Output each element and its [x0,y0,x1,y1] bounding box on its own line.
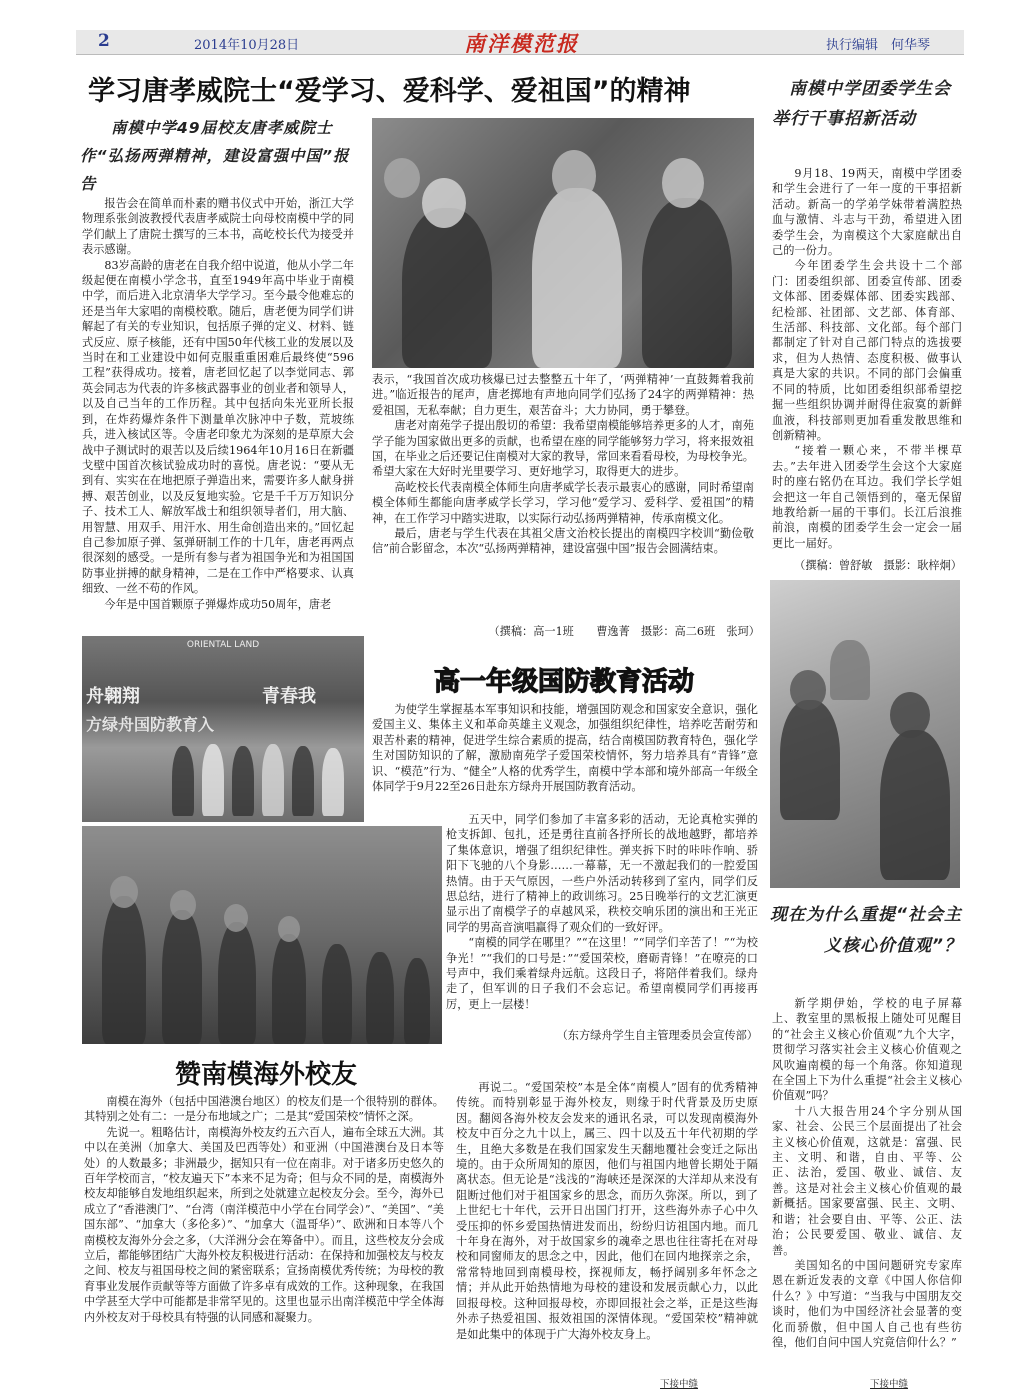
article5-body [772,996,962,1350]
banner-text-1: 舟翱翔 [86,686,140,707]
article4-headline: 赞南模海外校友 [174,1060,357,1090]
article1-headline: 学习唐孝威院士“爱学习、爱科学、爱祖国”的精神 [88,76,691,107]
article5-headline: 现在为什么重提“社会主义核心价值观”？ [770,905,962,956]
article2-body [772,166,962,551]
article3-p1: 为使学生掌握基本军事知识和技能，增强国防观念和国家安全意识，强化爱国主义、集体主义和革命英雄主义观念，加强组织纪律性，培养吃苦耐劳和艰苦朴素的精神，促进学生综合素质的提高，结合南模国防教育特色，强化学生对国防知识的了解，激励南苑学子爱国荣校情怀，努力培养具有“青锋”意识、“模范”行为、“健全”人格的优秀学生，南模中学本部和境外部高一年级全体同学于9月22至26日赴东方绿舟开展国防教育活动。 [372,703,758,794]
article4-col1-p1: 南模在海外（包括中国港澳台地区）的校友们是一个很特别的群体。其特别之处有二：一是分布地域之广；二是其“爱国荣校”情怀之深。 [84,1095,444,1124]
article3-p2: 五天中，同学们参加了丰富多彩的活动，无论真枪实弹的枪支拆卸、包扎，还是勇往直前各抒所长的战地越野，都培养了集体意识，增强了组织纪律性。弹夹拆下时的咔咔作响、骄阳下飞驰的八个身影……一幕幕，无一不激起我们的一腔爱国热情。由于天气原因，一些户外活动转移到了室内，同学们反思总结，进行了精神上的政训练习。25日晚举行的文艺汇演更显示出了南模学子的卓越风采，秩校交响乐团的演出和王光正同学的男高音演唱赢得了观众们的一致好评。 [446,813,758,934]
article3-headline: 高一年级国防教育活动 [433,667,694,697]
article1-col2-p2: 唐老对南苑学子提出殷切的希望：我希望南模能够培养更多的人才，南苑学子能为国家做出更多的贡献，也希望在座的同学能够努力学习，将来报效祖国，在毕业之后还要记住南模对大家的教导，常回来看看母校，为母校争光。希望大家在大好时光里要学习、更好地学习，取得更大的进步。 [372,419,754,479]
article3-photo-ceremony [82,636,364,822]
article2-p3: “接着一颗心来，不带半棵草去。”去年进入团委学生会这个大家庭时的座右铭仍在耳边。我们学长学姐会把这一年自己领悟到的，毫无保留地教给新一届的干事们。长江后浪推前浪，南模的团委学生会一定会一届更比一届好。 [772,444,962,550]
masthead-logo: 南洋模范报 [464,31,579,56]
article2-photo-interview [770,580,960,888]
article3-body-rest [446,812,758,1012]
banner-text-2: 青春我 [262,686,316,707]
banner-text-oriental-land: ORIENTAL LAND [186,640,260,650]
page-header [76,30,964,55]
article2-p1: 9月18、19两天，南模中学团委和学生会进行了一年一度的干事招新活动。新高一的学弟学妹带着满腔热血与激情、斗志与干劲，希望进入团委学生会，为南模这个大家庭献出自己的一份力。 [772,167,962,258]
article3-body-top [372,702,758,794]
article1-col2 [372,372,754,557]
article4-col2 [456,1080,758,1342]
article2-headline: 南模中学团委学生会举行干事招新活动 [772,79,951,129]
article2-p2: 今年团委学生会共设十二个部门：团委组织部、团委宣传部、团委文体部、团委媒体部、团委实践部、纪检部、社团部、文艺部、体育部、生活部、科技部、文化部。每个部门都制定了针对自己部门特点的选拔要求，但为人热情、态度积极、做事认真是大家的共识。不同的部门会偏重不同的特质，比如团委组织部希望挖掘一些组织协调并耐得住寂寞的新鲜血液，科技部则更加看重发散思维和创新精神。 [772,259,962,442]
article5-p1: 新学期伊始，学校的电子屏幕上、教室里的黑板报上随处可见醒目的“社会主义核心价值观”九个大字，贯彻学习落实社会主义核心价值观之风吹遍南模的每一个角落。你知道现在全国上下为什么重提“社会主义核心价值观”吗？ [772,997,962,1103]
executive-editor: 执行编辑 何华琴 [825,38,930,53]
article4-col1-p2: 先说一。粗略估计，南模海外校友约五六百人，遍布全球五大洲。其中以在美洲（加拿大、美国及巴西等处）和亚洲（中国港澳台及日本等处）的人数最多；非洲最少，据知只有一位在南非。对于诸多历史悠久的百年学校而言，“校友遍天下”本来不足为奇；但与众不同的是，南模海外校友却能够自发地组织起来，所到之处就建立起校友分会。至今，海外已成立了“香港澳门”、“台湾（南洋模范中小学在台同学会）”、“美国”、“美国东部”、“加拿大（多伦多）”、“加拿大（温哥华）”、欧洲和日本等八个南模校友海外分会之多，（大洋洲分会在筹备中）。而且，这些校友分会成立后，都能够团结广大海外校友积极进行活动：在保持和加强校友与校友之间、校友与祖国母校之间的紧密联系；宣扬南模优秀传统；为母校的教育事业发展作贡献等等方面做了许多卓有成效的工作。这种现象，在我国中学甚至大学中可能都是非常罕见的。这里也显示出南洋模范中学全体海内外校友对于母校具有特强的认同感和凝聚力。 [84,1125,445,1324]
article5-p3: 美国知名的中国问题研究专家库恩在新近发表的文章《中国人你信仰什么？》中写道：“当我与中国朋友交谈时，他们为中国经济社会显著的变化而骄傲，但中国人自己也有些彷徨，他们自问中国人究竟信仰什么？” [772,1258,962,1349]
article3-photo-drill [82,826,442,1044]
article4-col2-p1: 再说二。“爱国荣校”本是全体“南模人”固有的优秀精神传统。而特别彰显于海外校友，则缘于时代背景及历史原因。翻阅各海外校友会发来的通讯名录，可以发现南模海外校友中百分之九十以上，属三、四十以及五十年代初期的学生，且绝大多数是在我们国家发生天翻地覆社会变迁之际出境的。由于众所周知的原因，他们与祖国内地曾长期处于隔离状态。但无论是“浅浅的”海峡还是深深的大洋却从来没有阻断过他们对于祖国家乡的思念，而历久弥深。所以，到了上世纪七十年代，云开日出国门打开，这些海外赤子心中久受压抑的怀乡爱国热情进发而出，纷纷归访祖国内地。而几十年身在海外，对于故国家乡的魂牵之思也往往寄托在对母校和同窗师友的思念之中，因此，他们在回内地探亲之余，常常特地回到南模母校，探视师友，畅抒阔别多年怀念之情；并从此开始热情地为母校的建设和发展贡献心力，以此回报母校。这种回报母校，亦即回报社会之举，正是这些海外赤子热爱祖国、报效祖国的深情体现。“爱国荣校”精神就是如此集中的体现于广大海外校友身上。 [456,1081,758,1341]
article1-col1 [82,196,354,612]
article3-byline: （东方绿舟学生自主管理委员会宣传部） [556,1029,758,1042]
article1-col2-p1: 表示，“我国首次成功核爆已过去整整五十年了，‘两弹精神’一直鼓舞着我前进。”临近报告的尾声，唐老掷地有声地向同学们弘扬了24字的两弹精神：热爱祖国，无私奉献；自力更生，艰苦奋斗；大力协同，勇于攀登。 [372,373,754,417]
article5-p2: 十八大报告用24个字分别从国家、社会、公民三个层面提出了社会主义核心价值观，这就是：富强、民主、文明、和谐，自由、平等、公正、法治，爱国、敬业、诚信、友善。这是对社会主义核心价值观的最新概括。国家要富强、民主、文明、和谐；社会要自由、平等、公正、法治；公民要爱国、敬业、诚信、友善。 [772,1104,962,1257]
article1-photo-tang-visit [372,118,754,368]
article1-byline: （撰稿：高一1班 曹逸菁 摄影：高二6班 张珂） [488,625,760,638]
article4-continued-link[interactable]: 下接中缝 [660,1379,699,1390]
article2-byline: （撰稿：曾舒敏 摄影：耿梓炯） [794,559,962,572]
article1-col1-p1: 报告会在简单而朴素的赠书仪式中开始，浙江大学物理系张剑波教授代表唐孝威院士向母校南模中学的同学们献上了唐院士撰写的三本书，高屹校长代为接受并表示感谢。 [82,197,354,257]
article3-p3: “南模的同学在哪里？”“在这里！”“同学们辛苦了！”“为校争光！”“我们的口号是：”“爱国荣校，磨砺青锋！”在嘹亮的口号声中，我们乘着绿舟远航。这段日子，将陪伴着我们。绿舟走了，但军训的日子我们不会忘记。希望南模同学们再接再厉，更上一层楼！ [446,936,758,1011]
article1-col2-p4: 最后，唐老与学生代表在其祖父唐文治校长提出的南模四字校训“勤俭敬信”前合影留念，本次“弘扬两弹精神，建设富强中国”报告会圆满结束。 [372,527,754,556]
page-number: 2 [98,31,110,51]
article1-col2-p3: 高屹校长代表南模全体师生向唐孝威学长表示最衷心的感谢，同时希望南模全体师生都能向唐孝威学长学习，学习他“爱学习、爱科学、爱祖国”的精神，在工作学习中踏实进取，以实际行动弘扬两弹精神，传承南模文化。 [372,480,754,525]
article4-col1 [84,1094,444,1325]
article1-subhead: 南模中学49届校友唐孝威院士作“弘扬两弹精神，建设富强中国”报告 [80,119,350,193]
article5-continued-link[interactable]: 下接中缝 [870,1379,909,1390]
article1-col1-p3: 今年是中国首颗原子弹爆炸成功50周年，唐老 [104,597,332,611]
issue-date: 2014年10月28日 [194,38,300,53]
banner-text-3: 方绿舟国防教育入 [86,715,215,734]
article1-col1-p2: 83岁高龄的唐老在自我介绍中说道，他从小学二年级起便在南模小学念书，直至1949年高中毕业于南模中学，而后进入北京清华大学学习。至今最令他难忘的还是当年大家唱的南模校歌。随后，唐老便为同学们讲解起了有关的专业知识，包括原子弹的定义、材料、链式反应、原子核能，还有中国50年代核工业的发展以及当时在和工业建设中如何克服重重困难后最终使“596工程”获得成功。接着，唐老回忆起了以李觉同志、郭英会同志为代表的许多核武器事业的创业者和领导人，以及自己当年的工作历程。其中包括向朱光亚所长报到，在炸药爆炸条件下测量单次脉冲中子数，荒坡练兵，进入核试区等。令唐老印象尤为深刻的是草原大会战中子测试时的艰苦以及后续1964年10月16日在新疆戈壁中国首次核试验成功时的喜悦。唐老说：“要从无到有、实实在在地把原子弹造出来，需要许多人献身拼搏、艰苦创业，以及反复地实验。它是千千万万知识分子、技术工人、解放军战士和组织领导者们，用大脑、用智慧、用双手、用汗水、用生命创造出来的。”回忆起自己参加原子弹、氢弹研制工作的十几年，唐老再两点很深刻的感受。一是所有参与者为祖国争光和为祖国国防事业拼搏的献身精神，二是在工作中严格要求、认真细致、一丝不苟的作风。 [82,258,354,596]
